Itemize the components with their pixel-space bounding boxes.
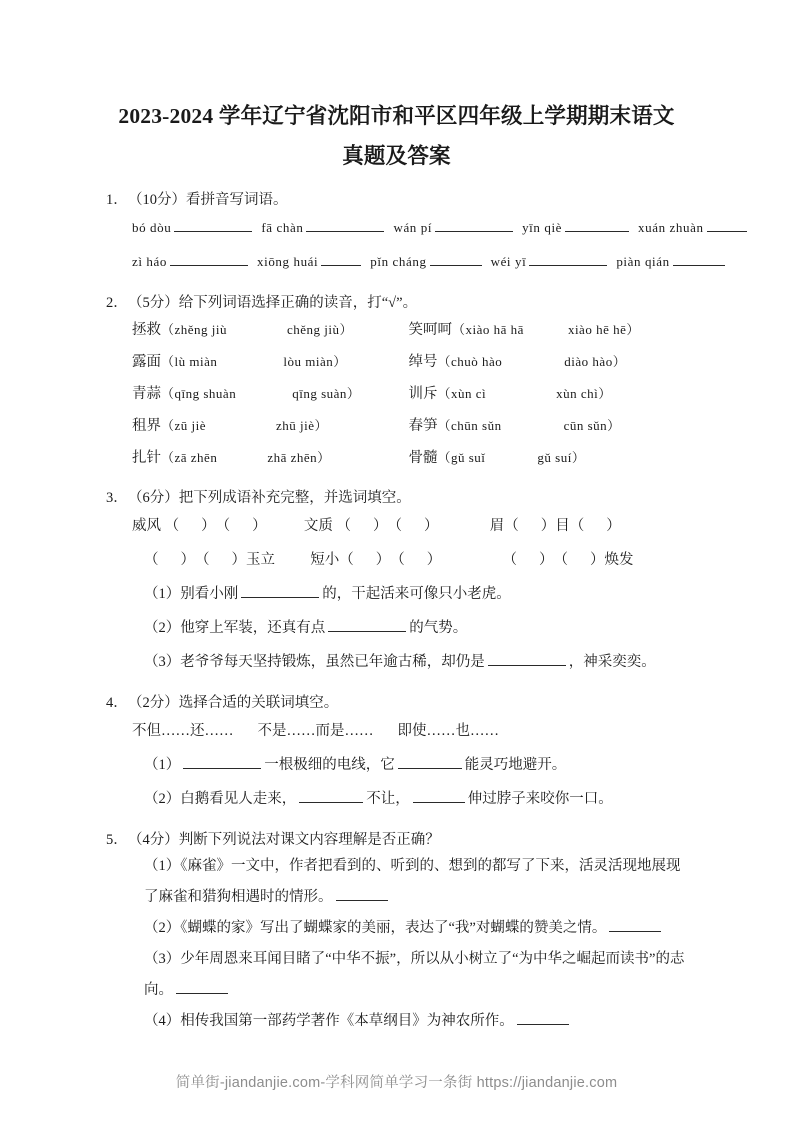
judgement-text: （2）《蝴蝶的家》写出了蝴蝶家的美丽，表达了“我”对蝴蝶的赞美之情。 [144, 920, 607, 936]
idiom-row-2 [132, 543, 687, 577]
question-5 [106, 829, 687, 1037]
pinyin-word: bó dòu [132, 220, 172, 235]
question-3-number: 3． [106, 490, 128, 506]
choice-row [132, 378, 687, 410]
idiom-stem: 文质 [303, 518, 333, 534]
fill-post-text: 能灵巧地避开。 [464, 757, 567, 773]
pinyin-word: xiōng huái [257, 254, 319, 269]
idiom-stem: 威风 [132, 518, 161, 534]
choice-option-a[interactable]: （zā zhēn [161, 450, 218, 465]
idiom-blank-paren[interactable]: （ ） [504, 518, 556, 534]
idiom-blank-paren[interactable]: （ ） [569, 518, 621, 534]
pinyin-word: pǐn cháng [370, 254, 427, 269]
choice-option-b[interactable]: zhā zhēn） [267, 450, 331, 465]
question-1 [106, 189, 704, 279]
connective-option[interactable]: 不但……还…… [132, 723, 234, 739]
choice-group[interactable] [132, 378, 409, 410]
fill-pre-text: 老爷爷每天坚持锻炼，虽然已年逾古稀，却仍是 [180, 654, 485, 670]
answer-blank[interactable] [299, 789, 363, 803]
fill-pre-text: 他穿上军装，还真有点 [180, 620, 326, 636]
choice-option-b[interactable]: xiào hē hē） [567, 322, 640, 337]
fill-mid-text: 一根极细的电线，它 [264, 757, 395, 773]
question-5-number: 5． [106, 832, 128, 848]
answer-blank[interactable] [241, 584, 319, 598]
question-3-score: （6分） [128, 490, 179, 506]
choice-group[interactable] [132, 410, 409, 442]
question-1-header [106, 189, 687, 211]
choice-row [132, 314, 687, 346]
choice-option-a[interactable]: （xiào hā hā [452, 322, 524, 337]
choice-word: 露面 [132, 354, 161, 370]
choice-word: 春笋 [408, 418, 438, 434]
footer-watermark [0, 1071, 793, 1092]
page-title [106, 0, 687, 176]
idiom-row-1 [132, 509, 687, 543]
pinyin-row-2 [132, 245, 687, 279]
idiom-blank-paren[interactable]: （ ） [339, 552, 391, 568]
question-1-prompt: 看拼音写词语。 [186, 192, 288, 208]
question-2 [106, 292, 687, 474]
judgement-text: （1）《麻雀》一文中，作者把看到的、听到的、想到的都写了下来，活灵活现地展现了麻雀和猎狗相遇时的情形。 [144, 858, 681, 905]
footer-text: 简单街-jiandanjie.com-学科网简单学习一条街 https://jiandanjie.com [175, 1075, 618, 1091]
pinyin-word: piàn qián [616, 254, 670, 269]
fill-post-text: 的气势。 [409, 620, 468, 636]
question-4-number: 4． [106, 695, 128, 711]
choice-option-b[interactable]: chěng jiù） [287, 322, 354, 337]
idiom-blank-paren[interactable]: （ ） [553, 552, 605, 568]
question-5-body [106, 851, 687, 1037]
fill-item [132, 782, 687, 816]
fill-pre-text: 别看小刚 [180, 586, 239, 602]
connective-options [132, 714, 687, 748]
idiom-blank-paren[interactable]: （ ） [144, 552, 195, 568]
pinyin-word: yīn qiè [522, 220, 563, 235]
choice-word: 租界 [132, 418, 161, 434]
answer-blank[interactable] [435, 218, 513, 232]
question-4 [106, 692, 687, 816]
judgement-item [132, 913, 687, 944]
fill-label: （1） [144, 757, 181, 773]
question-5-prompt: 判断下列说法对课文内容理解是否正确？ [178, 832, 440, 848]
choice-group[interactable] [132, 346, 409, 378]
fill-label: （2） [144, 791, 181, 807]
choice-option-a[interactable]: （lù miàn [161, 354, 218, 369]
question-3 [106, 487, 687, 679]
judgement-item [132, 851, 687, 913]
choice-row [132, 410, 687, 442]
page-title-line-2: 真题及答案 [342, 144, 451, 168]
judgement-item [132, 944, 687, 1006]
choice-word: 训斥 [408, 386, 438, 402]
choice-word: 青蒜 [132, 386, 161, 402]
answer-blank[interactable] [183, 755, 261, 769]
choice-option-b[interactable]: cūn sǔn） [563, 418, 621, 433]
judgement-text: （3）少年周恩来耳闻目睹了“中华不振”，所以从小树立了“为中华之崛起而读书”的志向。 [144, 951, 685, 998]
answer-blank[interactable] [529, 252, 607, 266]
connective-option[interactable]: 不是……而是…… [257, 723, 374, 739]
answer-blank[interactable] [174, 218, 252, 232]
choice-option-b[interactable]: diào hào） [564, 354, 627, 369]
idiom-blank-paren[interactable]: （ ） [502, 552, 554, 568]
fill-item [132, 611, 687, 645]
answer-blank[interactable] [488, 652, 566, 666]
choice-group[interactable] [409, 346, 688, 378]
idiom-blank-paren[interactable]: （ ） [164, 518, 216, 534]
choice-option-b[interactable]: qīng suàn） [292, 386, 361, 401]
answer-blank[interactable] [398, 755, 462, 769]
pinyin-word: wán pí [393, 220, 433, 235]
idiom-stem: 焕发 [604, 552, 634, 568]
idiom-stem: 眉 [489, 518, 505, 534]
fill-label: （2） [144, 620, 181, 636]
choice-row [132, 442, 687, 474]
question-4-prompt: 选择合适的关联词填空。 [178, 695, 339, 711]
answer-blank[interactable] [170, 252, 248, 266]
idiom-stem: 玉立 [246, 552, 275, 568]
fill-post-text: ，神采奕奕。 [568, 654, 656, 670]
question-2-prompt: 给下列词语选择正确的读音，打“√”。 [178, 295, 418, 311]
question-2-number: 2． [106, 295, 128, 311]
question-3-prompt: 把下列成语补充完整，并选词填空。 [178, 490, 411, 506]
choice-option-b[interactable]: xùn chì） [556, 386, 612, 401]
idiom-blank-paren[interactable]: （ ） [215, 518, 267, 534]
choice-group[interactable] [409, 410, 688, 442]
idiom-blank-paren[interactable]: （ ） [387, 518, 439, 534]
judgement-text: （4）相传我国第一部药学著作《本草纲目》为神农所作。 [144, 1013, 514, 1029]
question-5-score: （4分） [128, 832, 179, 848]
fill-item [132, 577, 687, 611]
choice-option-a[interactable]: （gǔ suǐ [437, 450, 486, 465]
choice-group[interactable] [132, 442, 409, 474]
choice-group[interactable] [409, 314, 688, 346]
choice-word: 拯救 [132, 322, 161, 338]
page-title-line-1: 2023-2024 学年辽宁省沈阳市和平区四年级上学期期末语文 [118, 104, 675, 128]
answer-blank[interactable] [336, 887, 388, 901]
fill-post-text: 的，干起活来可像只小老虎。 [322, 586, 511, 602]
answer-blank[interactable] [517, 1011, 569, 1025]
question-4-body [106, 714, 687, 816]
choice-group[interactable] [409, 442, 688, 474]
idiom-blank-paren[interactable]: （ ） [390, 552, 442, 568]
choice-option-a[interactable]: （qīng shuàn [161, 386, 237, 401]
question-1-score: （10分） [128, 192, 186, 208]
pinyin-word: zì háo [132, 254, 168, 269]
answer-blank[interactable] [413, 789, 465, 803]
idiom-stem: 目 [555, 518, 570, 534]
choice-group[interactable] [132, 314, 409, 346]
answer-blank[interactable] [176, 980, 228, 994]
fill-mid-text: 不让， [366, 791, 410, 807]
choice-option-b[interactable]: lòu miàn） [283, 354, 347, 369]
choice-option-b[interactable]: zhū jiè） [276, 418, 329, 433]
fill-label: （1） [144, 586, 181, 602]
fill-pre-text: 白鹅看见人走来， [180, 791, 297, 807]
choice-word: 绰号 [408, 354, 438, 370]
question-2-body [106, 314, 687, 474]
answer-blank[interactable] [328, 618, 406, 632]
idiom-blank-paren[interactable]: （ ） [336, 518, 388, 534]
choice-word: 骨髓 [408, 450, 438, 466]
choice-group[interactable] [409, 378, 688, 410]
idiom-blank-paren[interactable]: （ ） [195, 552, 246, 568]
pinyin-word: fā chàn [261, 220, 304, 235]
question-1-body [106, 211, 704, 279]
connective-option[interactable]: 即使……也…… [397, 723, 499, 739]
pinyin-word: wéi yī [490, 254, 527, 269]
question-1-number: 1． [106, 192, 128, 208]
pinyin-row-1 [132, 211, 704, 245]
question-4-score: （2分） [128, 695, 179, 711]
question-3-body [106, 509, 687, 679]
choice-option-a[interactable]: （chūn sǔn [437, 418, 502, 433]
answer-blank[interactable] [707, 218, 747, 232]
choice-option-b[interactable]: gǔ suí） [537, 450, 586, 465]
question-3-header [106, 487, 687, 509]
choice-option-a[interactable]: （zū jiè [161, 418, 207, 433]
question-2-header [106, 292, 687, 314]
choice-word: 扎针 [132, 450, 161, 466]
question-5-header [106, 829, 687, 851]
answer-blank[interactable] [565, 218, 629, 232]
choice-option-a[interactable]: （zhěng jiù [161, 322, 228, 337]
idiom-stem: 短小 [310, 552, 340, 568]
question-4-header [106, 692, 687, 714]
question-2-score: （5分） [128, 295, 179, 311]
fill-post-text: 伸过脖子来咬你一口。 [467, 791, 613, 807]
answer-blank[interactable] [673, 252, 725, 266]
answer-blank[interactable] [321, 252, 361, 266]
fill-item [132, 645, 687, 679]
fill-label: （3） [144, 654, 181, 670]
fill-item [132, 748, 687, 782]
pinyin-word: xuán zhuàn [638, 220, 704, 235]
answer-blank[interactable] [306, 218, 384, 232]
choice-word: 笑呵呵 [408, 322, 452, 338]
answer-blank[interactable] [430, 252, 482, 266]
choice-option-a[interactable]: （xùn cì [437, 386, 487, 401]
judgement-item [132, 1006, 687, 1037]
answer-blank[interactable] [609, 918, 661, 932]
choice-row [132, 346, 687, 378]
choice-option-a[interactable]: （chuò hào [437, 354, 503, 369]
